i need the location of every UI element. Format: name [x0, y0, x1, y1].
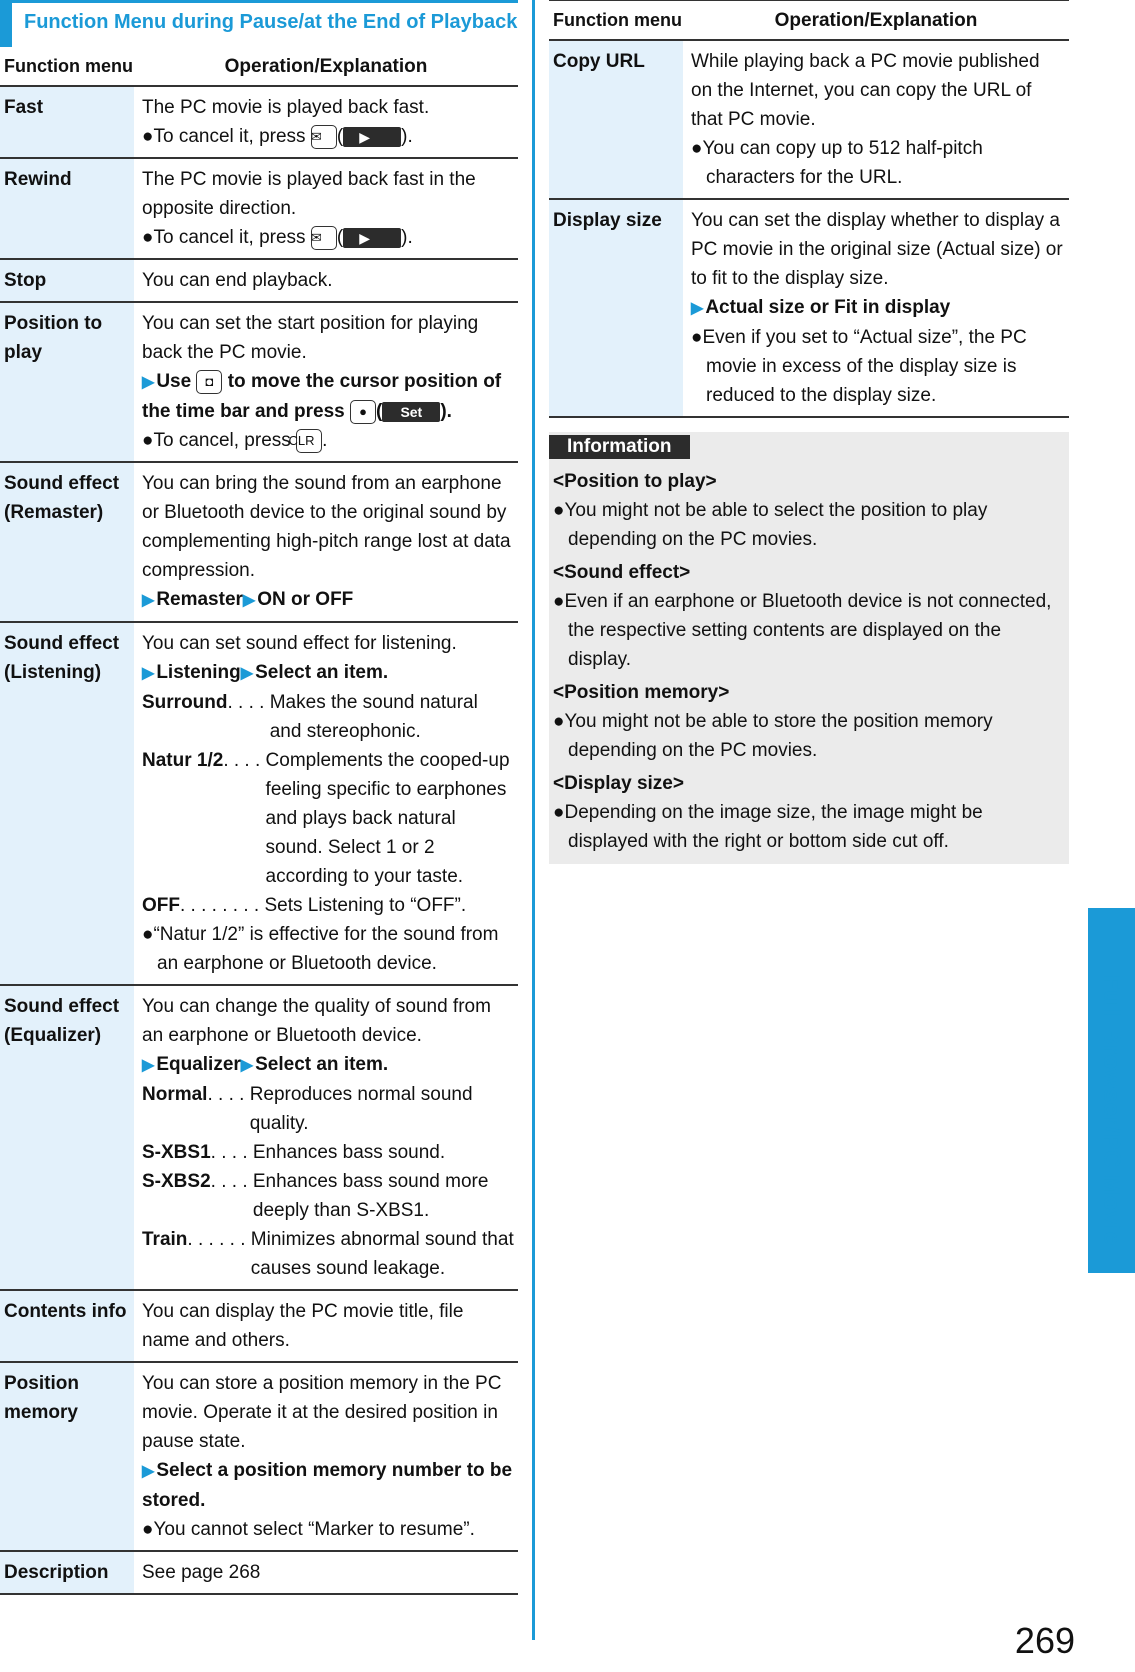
step-arrow-icon: ▶: [691, 300, 704, 317]
center-key-icon: ●: [350, 400, 376, 424]
bullet-icon: ●: [142, 227, 154, 248]
side-tab-label: Full Browser/PC Movie: [1098, 975, 1125, 1246]
row-key: Position memory: [0, 1362, 134, 1551]
bullet-icon: ●: [142, 430, 154, 451]
row-key: Sound effect (Remaster): [0, 462, 134, 622]
play-soft-icon: ▶: [343, 127, 401, 147]
row-text: You can set the display whether to display a PC movie in the original size (Actual size) or to fit to the display size.: [691, 210, 1063, 289]
step-arrow-icon: ▶: [142, 665, 155, 682]
info-text: ●You might not be able to select the position to play depending on the PC movies.: [553, 500, 988, 550]
page-number: 269: [1014, 1620, 1075, 1661]
step-arrow-icon: ▶: [142, 1463, 155, 1480]
mail-key-icon: ✉: [311, 125, 337, 149]
header-function-menu: Function menu: [0, 47, 134, 86]
row-rewind: [0, 158, 518, 259]
row-bullet: ●You can copy up to 512 half-pitch characters for the URL.: [691, 138, 983, 188]
function-table-left: [0, 47, 518, 1595]
row-bullet: ●Even if you set to “Actual size”, the PC movie in excess of the display size is reduced to the display size.: [691, 327, 1027, 406]
row-text: See page 268: [134, 1551, 518, 1594]
header-operation: Operation/Explanation: [683, 1, 1069, 41]
left-column: [0, 0, 518, 1595]
row-key: Description: [0, 1551, 134, 1594]
row-step: ▶ Equalizer▶ Select an item.: [142, 1054, 389, 1075]
row-key: Sound effect (Equalizer): [0, 985, 134, 1290]
row-text: You can set sound effect for listening.: [142, 633, 457, 654]
option-item: S-XBS2 . . . . Enhances bass sound more deeply than S-XBS1.: [142, 1171, 489, 1221]
row-remaster: [0, 462, 518, 622]
row-position-memory: [0, 1362, 518, 1551]
row-bullet: ●To cancel it, press ✉ ( ▶ ).: [142, 227, 413, 248]
step-arrow-icon: ▶: [142, 592, 155, 609]
info-heading: <Position memory>: [553, 682, 730, 703]
row-contents-info: [0, 1290, 518, 1362]
row-description: [0, 1551, 518, 1594]
row-step: ▶ Use ◘ to move the cursor position of the time bar and press ● ( Set ).: [142, 371, 502, 422]
row-key: Display size: [549, 199, 683, 417]
info-heading: <Display size>: [553, 773, 684, 794]
mail-key-icon: ✉: [311, 226, 337, 250]
row-bullet: ●“Natur 1/2” is effective for the sound from an earphone or Bluetooth device.: [142, 924, 499, 974]
right-column: [549, 0, 1069, 864]
row-text: You can change the quality of sound from an earphone or Bluetooth device.: [142, 996, 491, 1046]
info-heading: <Sound effect>: [553, 562, 691, 583]
row-key: Stop: [0, 259, 134, 302]
row-text: The PC movie is played back fast.: [142, 97, 430, 118]
row-text: The PC movie is played back fast in the opposite direction.: [142, 169, 476, 219]
info-heading: <Position to play>: [553, 471, 717, 492]
set-soft-icon: Set: [382, 402, 440, 422]
option-item: OFF . . . . . . . . Sets Listening to “OFF”.: [142, 895, 467, 916]
row-stop: [0, 259, 518, 302]
row-fast: [0, 86, 518, 158]
info-text: ●You might not be able to store the position memory depending on the PC movies.: [553, 711, 993, 761]
row-step: ▶ Remaster▶ ON or OFF: [142, 589, 354, 610]
row-text: While playing back a PC movie published on the Internet, you can copy the URL of that PC movie.: [691, 51, 1040, 130]
bullet-icon: ●: [553, 591, 565, 612]
row-step: ▶ Select a position memory number to be stored.: [142, 1460, 513, 1511]
bullet-icon: ●: [553, 500, 565, 521]
row-key: Position to play: [0, 302, 134, 462]
nav-key-icon: ◘: [196, 370, 222, 394]
step-arrow-icon: ▶: [242, 592, 256, 609]
row-key: Fast: [0, 86, 134, 158]
information-tag: Information: [549, 435, 690, 459]
row-text: You can display the PC movie title, file name and others.: [134, 1290, 518, 1362]
clr-key-icon: CLR: [296, 429, 322, 453]
section-title: Function Menu during Pause/at the End of Playback: [0, 0, 518, 47]
row-display-size: [549, 199, 1069, 417]
row-text: You can set the start position for playing back the PC movie.: [142, 313, 479, 363]
row-bullet: ●You cannot select “Marker to resume”.: [142, 1519, 475, 1540]
info-text: ●Even if an earphone or Bluetooth device is not connected, the respective setting contents are displayed on the display.: [553, 591, 1052, 670]
row-key: Contents info: [0, 1290, 134, 1362]
row-text: You can end playback.: [134, 259, 518, 302]
step-arrow-icon: ▶: [142, 1057, 155, 1074]
row-key: Rewind: [0, 158, 134, 259]
header-function-menu: Function menu: [549, 1, 683, 41]
row-step: ▶ Listening▶ Select an item.: [142, 662, 389, 683]
step-arrow-icon: ▶: [240, 665, 254, 682]
bullet-icon: ●: [691, 138, 703, 159]
information-box: [549, 432, 1069, 864]
option-item: Train . . . . . . Minimizes abnormal sound that causes sound leakage.: [142, 1229, 514, 1279]
row-bullet: ●To cancel it, press ✉ ( ▶ ).: [142, 126, 413, 147]
row-listening: [0, 622, 518, 985]
option-item: Normal . . . . Reproduces normal sound quality.: [142, 1084, 473, 1134]
play-soft-icon: ▶: [343, 228, 401, 248]
bullet-icon: ●: [553, 802, 565, 823]
column-divider: [532, 0, 535, 1640]
option-item: Natur 1/2 . . . . Complements the cooped-up feeling specific to earphones and plays back natural sound. Select 1 or 2 according to your taste.: [142, 750, 510, 887]
row-bullet: ●To cancel, press CLR .: [142, 430, 328, 451]
row-position-to-play: [0, 302, 518, 462]
option-item: Surround . . . . Makes the sound natural and stereophonic.: [142, 692, 478, 742]
row-text: You can bring the sound from an earphone or Bluetooth device to the original sound by complementing high-pitch range lost at data compression.: [142, 473, 511, 581]
function-table-right: [549, 0, 1069, 418]
bullet-icon: ●: [553, 711, 565, 732]
bullet-icon: ●: [142, 126, 154, 147]
header-operation: Operation/Explanation: [134, 47, 518, 86]
option-item: S-XBS1 . . . . Enhances bass sound.: [142, 1142, 446, 1163]
step-arrow-icon: ▶: [142, 374, 155, 391]
row-text: You can store a position memory in the PC movie. Operate it at the desired position in pause state.: [142, 1373, 502, 1452]
bullet-icon: ●: [691, 327, 703, 348]
row-key: Sound effect (Listening): [0, 622, 134, 985]
row-copy-url: [549, 40, 1069, 199]
bullet-icon: ●: [142, 924, 154, 945]
row-step: ▶ Actual size or Fit in display: [691, 297, 951, 318]
row-equalizer: [0, 985, 518, 1290]
step-arrow-icon: ▶: [240, 1057, 254, 1074]
row-key: Copy URL: [549, 40, 683, 199]
info-text: ●Depending on the image size, the image might be displayed with the right or bottom side cut off.: [553, 802, 983, 852]
bullet-icon: ●: [142, 1519, 154, 1540]
